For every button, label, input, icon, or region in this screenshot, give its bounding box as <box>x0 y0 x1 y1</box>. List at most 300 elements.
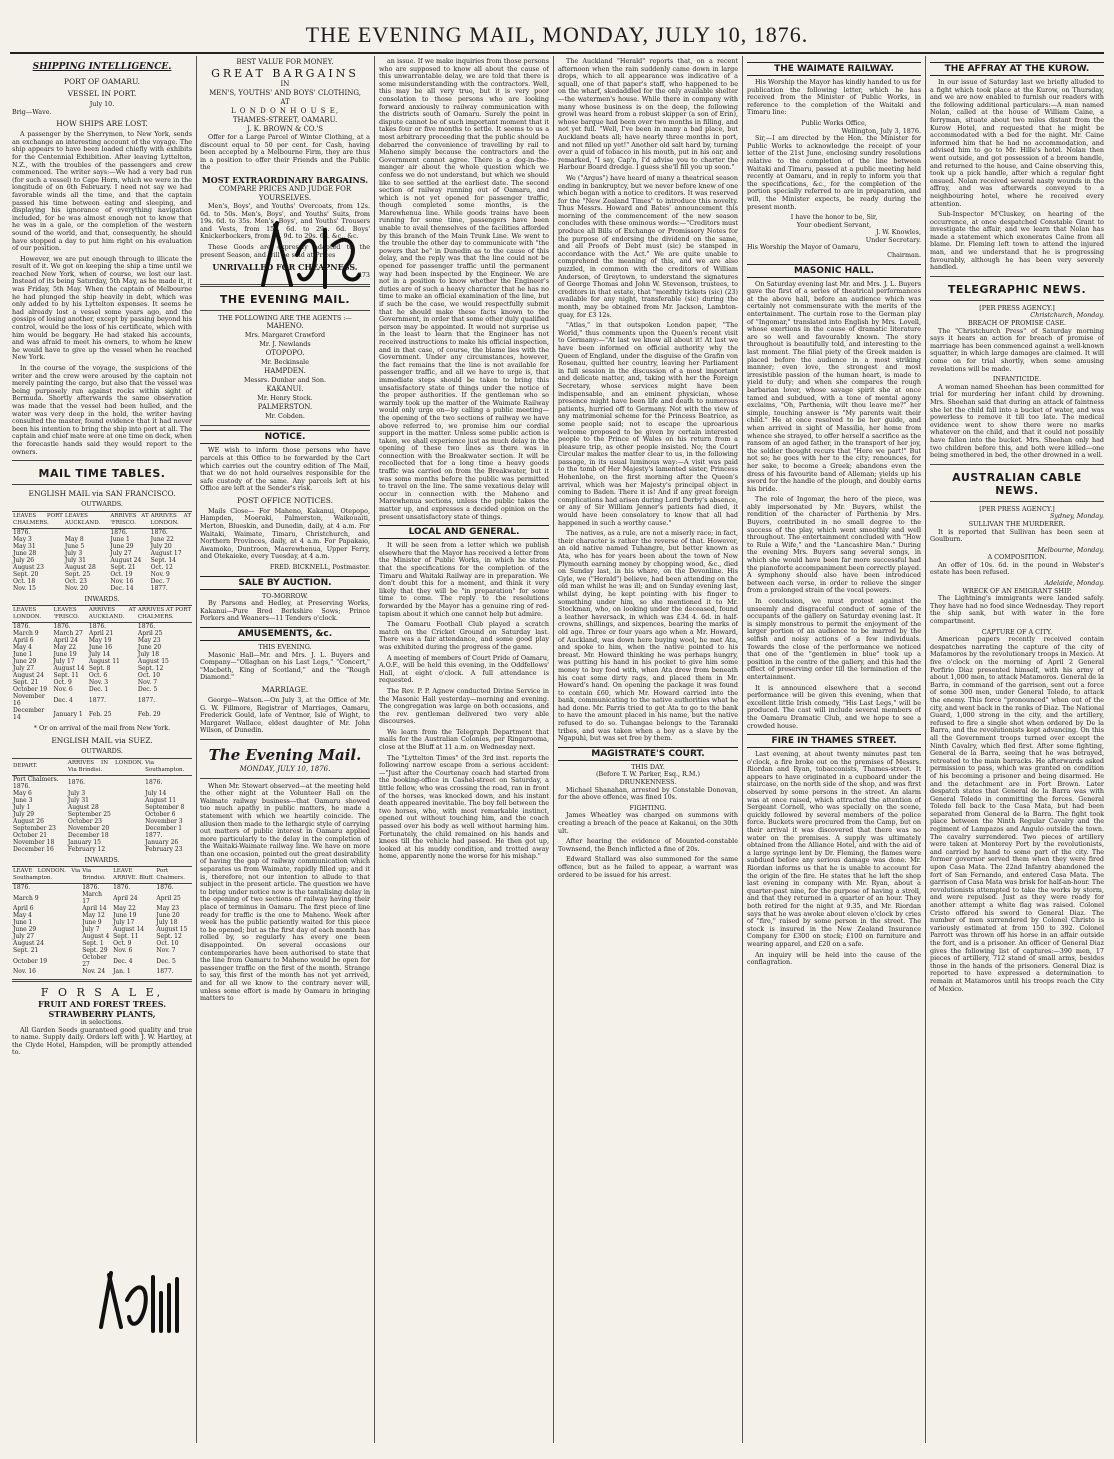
table-cell: March 9 <box>13 630 39 638</box>
table-row <box>12 919 192 926</box>
table-cell: June 5 <box>64 542 85 550</box>
dateline: Christchurch, Monday. <box>1030 311 1104 320</box>
table-cell: Sept. 29 <box>82 947 108 955</box>
agent-line: Mr. Henry Stock. <box>257 394 313 403</box>
dateline: Adelaide, Monday. <box>1044 579 1104 588</box>
court-day: THIS DAY. <box>631 762 665 771</box>
table-cell: Sept. 11 <box>53 672 79 680</box>
table-row <box>12 693 192 707</box>
table-body <box>12 528 192 592</box>
table-cell: 1876. <box>88 623 107 631</box>
table-cell: April 25 <box>137 630 163 638</box>
table-row <box>12 811 192 818</box>
letter-line: Under Secretary. <box>865 235 921 244</box>
table-row <box>12 672 192 679</box>
news-paragraph: The role of Ingomar, the hero of the piece, was ably impersonated by Mr. Buyers, whilst the rendition of the character of Parthenia by Mrs. Buyers, contributed in no small degree to the success of the play, which went smoothly and well throughout. The entertainment concluded with "How to Rule a Wife," and the "Lancashire Man." During the evening Mrs. Buyers sang several songs, in which she would have been far more successful had the pianoforte accompaniment been correctly played. A symphony should also have been introduced between each verse, in order to relieve the singer from a prolonged strain of the vocal powers. <box>747 495 921 595</box>
table-cell: Dec. 4 <box>53 696 73 704</box>
table-cell: September 23 <box>13 824 56 832</box>
table-cell: July 14 <box>145 789 167 797</box>
table-cell: April 24 <box>53 637 78 645</box>
table-cell: October 21 <box>13 831 48 839</box>
agents-intro: THE FOLLOWING ARE THE AGENTS :— <box>218 313 352 322</box>
sf-inwards-label: INWARDS. <box>84 594 120 603</box>
table-cell: Sept. 12 <box>156 933 182 941</box>
dateline: Melbourne, Monday. <box>1037 545 1104 554</box>
table-cell: July 26 <box>13 556 35 564</box>
selections-line: in selections. <box>80 1018 124 1027</box>
agent-line: Mr. J. Newlands <box>259 340 311 349</box>
column-divider <box>553 56 554 1443</box>
table-row <box>12 804 192 811</box>
table-cell: May 23 <box>137 637 161 645</box>
post-office-heading: POST OFFICE NOTICES. <box>237 495 333 505</box>
sf-outwards-label: OUTWARDS. <box>81 500 123 509</box>
story-heading: WRECK OF AN EMIGRANT SHIP. <box>962 586 1072 595</box>
vessel-date: July 10. <box>89 100 115 108</box>
table-cell: November 16 <box>13 693 45 708</box>
table-cell: Dec. 5 <box>137 686 158 694</box>
table-body <box>12 775 192 853</box>
table-cell: Nov. 7 <box>156 947 176 955</box>
agent-line: OTOPOPO. <box>265 349 305 358</box>
table-cell: 1876. <box>13 528 31 536</box>
table-cell: August 15 <box>156 926 188 934</box>
table-cell: July 3 <box>64 549 83 557</box>
table-note: * Or on arrival of the mail from New York. <box>33 724 171 733</box>
news-paragraph: It will be seen from a letter which we publish elsewhere that the Mayor has received a letter from the Minister of Public Works, in which he states that the specifications for the completion of the Timaru and Waitaki Railway are in preparation. We don't doubt this for a moment, and think it very likely that they will be "in preparation" for some time to come. The reply to the resolutions forwarded by the Mayor has a genuine ring of red-tapism about it which one cannot help but admire. <box>379 541 549 618</box>
table-cell: Oct. 10 <box>156 940 179 948</box>
table-cell: 1877. <box>150 584 168 592</box>
table-header: DEPART. <box>12 758 67 775</box>
table-cell: November 3 <box>145 817 183 825</box>
table-cell: June 29 <box>13 926 37 934</box>
table-cell: Dec. 5 <box>156 957 176 965</box>
notice-heading: NOTICE. <box>200 430 370 444</box>
table-row <box>12 637 192 644</box>
table-cell: March 9 <box>13 894 39 902</box>
table-cell: July 27 <box>110 549 132 557</box>
news-paragraph: "Atlas," in that outspoken London paper, "The World," thus comments upon the Queen's recent visit to Germany:—"At last we know all about it! At last we have been informed on official authority why the Queen of England, under the disguise of the Grafin von Rosenau, quitted her country, leaving her Parliament in full session in the discussion of a most important and delicate matter, and, taking with her the Foreign Secretary, whose services might have been indispensable, and an eminent physician, whose presence might have been life and death to numerous patients, hurried off to Germany. Not with the view of any matrimonial scheme for the Princess Beatrice, as some people said; not to escape the uproarious welcome proposed to be given by certain interested people to the Prince of Wales on his return from a pleasure trip, as other people insisted. No; the Court Circular makes the matter clear to us, in the following passage, in its usual luminous way:—A visit was paid to the tomb of Her Majesty's lamented sister, Princess Hohenlohe, on the first morning after the Queen's arrival, which was her Majesty's principal object in coming to Baden. There it is! And if any great foreign complications had arisen during Lord Derby's absence, or any of Sir William Jenner's patients had died, it would have been consolatory to know that all had happened in such a worthy cause." <box>558 321 738 527</box>
evening-mail-heading: THE EVENING MAIL. <box>219 292 351 306</box>
marriage-heading: MARRIAGE. <box>261 684 309 694</box>
table-row <box>12 536 192 543</box>
table-cell: July 14 <box>88 651 111 659</box>
table-cell: Oct. 18 <box>13 577 36 585</box>
table-cell: Sept. 21 <box>110 563 136 571</box>
news-paragraph: An inquiry will be held into the cause of the conflagration. <box>747 950 921 967</box>
suez-inwards-table <box>12 866 192 975</box>
masthead-rule <box>10 52 1104 54</box>
table-cell: Oct. 12 <box>150 563 173 571</box>
story-heading: BREACH OF PROMISE CASE. <box>967 319 1067 328</box>
mail-time-tables-heading: MAIL TIME TABLES. <box>38 467 166 481</box>
agent-line: Mr. Beckinsale <box>261 358 309 367</box>
vessel-heading: VESSEL IN PORT. <box>67 89 137 98</box>
table-cell: 1876. <box>67 779 86 786</box>
table-header: ARRIVES AT AUCKLAND. <box>88 606 137 623</box>
table-row <box>12 578 192 585</box>
table-cell: Nov. 16 <box>110 577 134 585</box>
table-cell: May 22 <box>53 644 77 652</box>
table-cell: 1876. <box>53 623 71 631</box>
column-1 <box>12 58 192 1441</box>
table-cell: 1877. <box>145 831 163 839</box>
story-heading: SULLIVAN THE MURDERER. <box>968 519 1066 528</box>
table-cell: February 23 <box>145 845 183 853</box>
table-cell: June 1 <box>110 535 130 543</box>
table-cell: 1876. <box>156 884 174 892</box>
table-header: Port Chalmers. <box>155 867 192 884</box>
agent-line: Mr. Cobden. <box>265 412 305 421</box>
news-paragraph: The Lightning's immigrants were landed safely. They have had no food since Wednesday. They report the ship sank, but with water in the fore compartment. <box>930 594 1104 626</box>
table-cell: Sept. 1 <box>82 940 104 948</box>
letter-line: J. W. Knowles, <box>876 228 921 237</box>
table-cell: Nov. 9 <box>150 570 170 578</box>
table-cell: July 27 <box>13 933 35 941</box>
table-cell: June 3 <box>13 796 33 804</box>
table-row <box>12 926 192 933</box>
table-cell: July 17 <box>113 919 135 927</box>
table-cell: Oct. 23 <box>64 577 87 585</box>
table-cell: April 14 <box>82 905 107 913</box>
table-row <box>12 905 192 912</box>
table-cell: 1877. <box>137 696 156 704</box>
amusements-subheading: THIS EVENING. <box>258 643 312 651</box>
table-cell: August 28 <box>64 563 96 571</box>
editorial-masthead: The Evening Mail. <box>208 745 362 764</box>
table-cell: March 27 <box>53 630 83 638</box>
table-cell: August 4 <box>82 933 110 941</box>
table-cell: May 4 <box>13 912 32 920</box>
table-cell: June 29 <box>110 542 134 550</box>
table-row <box>12 557 192 564</box>
table-cell: 1876. <box>110 528 128 536</box>
table-cell: Oct. 6 <box>88 672 108 680</box>
court-case-heading: DRUNKENNESS. <box>619 778 677 787</box>
table-cell: July 7 <box>82 926 100 934</box>
news-paragraph: We ("Argus") have heard of many a theatrical season ending in bankruptcy, but we never before knew of one which began with a notice to creditors. It was reserved for the "New Zealand Times" to introduce this novelty. Thus Messrs. Howard and Bates' announcement this morning of the commencement of the new season concludes with these ominous words:—"Creditors must produce all Bills of Exchange or Promissory Notes for the purpose of endorsing the dividend on the same, and all Proofs of Debt must (sic) be stamped in accordance with the Act." We are quite unable to comprehend the meaning of this, and we are also puzzled, in common with the creditors of William Anderson, of Greytown, to understand the signatures of George Thomas and John W. Stevenson, trustees, to creditors in that estate, that "monthly tickets (sic) (23) available for any night, transferable (sic) during the month, may be obtained from Mr. Jackson, Lambton-quay, for £3 12s. <box>558 173 738 319</box>
table-cell: July 31 <box>64 556 86 564</box>
table-row <box>12 707 192 721</box>
table-cell: June 1 <box>13 651 33 659</box>
table-header: ARRIVES AT LONDON. <box>150 511 192 528</box>
table-cell: August 23 <box>13 563 44 571</box>
table-header: LEAVES AUCKLAND. <box>64 511 110 528</box>
table-row <box>12 528 192 536</box>
column-3 <box>379 58 549 1441</box>
table-cell: June 20 <box>156 912 180 920</box>
for-sale-heading: F O R S A L E, <box>40 986 164 1000</box>
local-general-heading: LOCAL AND GENERAL. <box>379 525 549 539</box>
court-paragraph: Michael Shanahan, arrested by Constable Donovan, for the above offence, was fined 10s. <box>558 785 738 802</box>
postmaster-signature: FRED. BICKNELL, Postmaster. <box>269 563 370 572</box>
table-cell: Sept. 20 <box>13 570 39 578</box>
suez-outwards-label: OUTWARDS. <box>81 746 123 755</box>
table-cell: Nov. 6 <box>53 686 73 694</box>
story-heading: A COMPOSITION. <box>987 553 1047 562</box>
auction-paragraph: By Parsons and Hedley, at Preserving Works, Kakanui—Pure Bred Berkshire Sows; Prince Porkers and Weaners—11 Tenders o'clock. <box>200 599 370 623</box>
news-paragraph: On Saturday evening last Mr. and Mrs. J. L. Buyers gave the first of a series of theatrical performances at the above hall, before an audience which was certainly not commensurate with the merits of the entertainment. The curtain rose to the German play of "Ingomar," translated into English by Mrs. Lovell, whose exertions in the cause of dramatic literature are so well and favourably known. The story throughout is beautifully told, and interesting to the last moment. The filial piety of the Greek maiden is placed before the audience in a most striking manner; even love, the strongest and most irresistible passion of the human heart, is made to yield to duty; and when she compares the rough barbarian lover, whose savage spirit she at once tamed and subdued, with a tone of mental agony exclaims, "Oh, Parthenia, wilt thou leave me?" her simple, touching answer is "My parents wait their child." He at once resolved to be her guide, and when arrived in sight of Massilia, her home from whence she strayed, to offer herself a sacrifice as the ransom of an aged father, in the transport of her joy, the soldier thought recurs that "Here we part!" But not so; he goes with her to the city; renounces, for her sake, to become a Greek; abandons even the dress of his favourite band of Alleman; yields up his sword for the handle of the plough, and doubly earns his bride. <box>747 279 921 493</box>
agent-line: KAKANUI. <box>266 385 304 394</box>
table-cell: Dec. 14 <box>110 584 134 592</box>
news-paragraph: American papers recently received contain despatches narrating the capture of the city of Matamoros by the revolutionary troops in Mexico. At five o'clock on the morning of April 2 General Porfirio Diaz presented himself, with his army of about 1,000 men, to attack Matamoros. General de la Barra, in command of the garrison, sent out a force of some 300 men, under General Toledo, to attack the enemy. This force "pronounced" when out of the city, and went back in the ranks of Diaz. The National Guard, 1,000 strong in the city, and the artillery, refused to fire a single shot when ordered by De la Barra, and the revolutionists kept advancing. On this all the Government troops turned over except the Ninth Cavalry, which fled first. After some fighting, General de la Barra, seeing that he was betrayed, retreated to the main barracks. He afterwards asked permission to pass, which was granted on condition of his becoming a prisoner and being disarmed. He and the detachment are in Fort Brown. Later despatch states that General de la Barra was with General Toledo in committing the forces. General Toledo fell back to the Casa Mata, but had been separated from General de la Barra. The fight took place between the Ninth Regular Cavalry and the regiment of Lampazos and Angulo outside the town. The cavalry surrendered. Two pieces of artillery were taken at Monterey Port by the revolutionists, and carried by hand to some part of the city. The former governor served them when they were fired upon Casa Mata. The 22nd Infantry abandoned the fort of San Fernando, and entered Casa Mata. The garrison of Casa Mata was brisk for half-an-hour. The revolutionists attempted to take the works by storm, and were repulsed. Just as they were ready for another attempt a white flag was raised. Colonel Cristo offered his sword to General Diaz. The number of men surrendered by Colonel Christo is variously estimated at from 150 to 392. Colonel Parrott was thrown off his horse in an affair outside the fort, and is a prisoner. An officer of General Diaz gives the following list of captures:—390 men, 17 pieces of artillery, 712 stand of small arms, besides those in the hands of the prisoners. General Diaz is reported to have expressed a determination to remain at Matamoros until his troops reach the City of Mexico. <box>930 635 1104 993</box>
table-row <box>12 790 192 797</box>
table-cell: July 3 <box>67 789 86 797</box>
table-cell: August 14 <box>53 665 85 673</box>
table-cell: April 25 <box>156 894 181 902</box>
news-paragraph: The natives, as a rule, are not a miserly race; in fact, their character is rather the reverse of that. However, an old native named Tuhangre, but better known as Ata, who has for years been about the town of New Plymouth earning money by chopping wood, &c., died on Sunday last, in his whare, on the Devonline. His Gyle, we ("Herald") believe, had been attending on the old man whilst he was ill; and on Sunday evening last, whilst dying, he kept pointing with his finger to something under him, so she mentioned it to Mr. Stockman, who, on looking under the deceased, found a leather haversack, in which was £34 4. 6d. in half-crowns, shillings, and sixpences, bearing the marks of old age. Three or four years ago when a Mr. Howard, of Auckland, was down here buying wool, he met Ata, and spoke to him, when the native pointed to his breast. Mr. Howard thinking he was perhaps hungry, was putting his hand in his pocket to give him some money to buy food with, when Ata drew from beneath his coat some dirty rags, and placed them in Mr. Howard's hand. On opening the package it was found to contain £60, which Mr. Howard carried into the bank, communicating to the native authorities what he had done. Mr. Parris tried to get Ata to go to the bank to have the amount placed in his name, but the native refused to do so. Tuhangae belongs to the Taranaki tribes, and was taken when a boy as a slave by the Ngapuhi, but was set free by them. <box>558 529 738 743</box>
table-cell: June 20 <box>137 644 162 652</box>
table-cell: April 6 <box>13 905 34 913</box>
table-cell: March 17 <box>82 891 103 906</box>
press-agency-label: [PER PRESS AGENCY.] <box>979 504 1055 513</box>
table-cell: April 24 <box>113 894 138 902</box>
editorial-paragraph: an issue. If we make inquiries from those persons who are supposed to know all about the cause of this unwarrantable delay, we are told that there is some misunderstanding with the contractors. Well, this may be all very true, but it is very poor consolation to those persons who are looking forward anxiously to railway communication with the districts south of Oamaru. Surely the point in dispute cannot be of such important moment that it takes four or five months to settle. It seems to us a most arbitrary proceeding that the public should be debarred the convenience of travelling by rail to Maheno simply because the contractors and the Government cannot agree. There is a dog-in-the-manger air about the whole question which we confess we do not understand, but which we should like to see settled at the earliest date. The second section of railway running out of Oamaru, and which is not yet opened for passenger traffic, though completed some months, is the Marewhenua line. While goods trains have been running for some time, passengers have been unable to avail themselves of the facilities afforded by this branch of the Main Trunk Line. We went to the trouble the other day to communicate with "the powers that be" in Dunedin as to the cause of this delay, and the reply was that the line could not be opened for passenger traffic until the permanent way had been inspected by the Engineer. We are not in a position to know whether the Engineer's duties are of such a heavy character that he has no time to make an official examination of the line, but if such be the case, we would respectfully submit that he should make these facts known to the Government, in order that some other duly qualified person may be appointed. It would not surprise us in the least to learn that the Engineer has not received instructions to make his official inspection, and in that case, of course, the blame lies with the Government. Under any circumstances, however, the fact remains that the line is not available for passenger traffic, and all we have to urge is, that immediate steps should be taken to bring this unsatisfactory state of things under the notice of the proper authorities. If the gentleman who so warmly took up the matter of the Waimate Railway would only urge on—by calling a public meeting—the opening of the two sections of railway we have above referred to, we promise him our cordial support in the matter. Unless some public action is taken, we shall experience just as much delay in the opening of these two lines as there was in connection with the Breakwater section. It will be recollected that for a long time a heavy goods traffic was carried on from the Breakwater, but it was some months before the public was permitted to travel on the line. The same vexatious delay will occur in connection with the Maheno and Marewhenua sections, unless the public takes the matter up, and expresses a decided opinion on the present unsatisfactory state of things. <box>379 58 549 521</box>
table-cell <box>64 528 110 536</box>
table-cell: December 14 <box>13 707 45 722</box>
editorial-paragraph: When Mr. Stewart observed—at the meeting held the other night at the Volunteer Hall on the Waimate railway business—that Oamaru showed too much apathy in public matters, he made a statement with which we heartily coincide. The allusion then made to the lethargic style of carrying out matters of public interest in Oamaru applied more particularly to the delay in the completion of the Waitaki-Waimate railway line. We have on more than one occasion, pointed out the great desirability of having the gap of railway communication which separates us from Waimate, rapidly filled up; and it is, therefore, not our intention to allude to that subject in the present article. The question we have to bring under notice now is the tantalising delay in the opening of two sections of railway having their place of terminus in Oamaru. The first piece of line ready for traffic is the one to Maheno. Week after week has the public patiently waited for this piece to be opened; but as the first day of each month has rolled by, so regularly has every one been disappointed. On several occasions our contemporaries have been authorised to state that the line from Oamaru to Maheno would be open for passenger traffic on the first of the month. Strange to say, this first of the month has not yet arrived, and for all we know to the contrary never will, unless some effort is made by Oamaru in bringing matters to <box>200 781 370 1003</box>
news-paragraph: The "Lyttelton Times" of the 3rd inst. reports the following narrow escape from a serious accident:—"Just after the Courtenay coach had started from the booking-office in Cashel-street on Saturday, a little fellow, who was crossing the road, ran in front of the horses, was knocked down, and his instant death appeared inevitable. The boy fell between the two horses, who, with most remarkable instinct, opened out without touching him, and the coach passed over his body as well without harming him. Fortunately, the child remained on his hands and knees till the vehicle had passed. He then got up, looked at his muddy condition, and trotted away home, apparently none the worse for his mishap." <box>379 753 549 861</box>
table-cell: July 31 <box>67 796 89 804</box>
table-cell: August 28 <box>67 803 99 811</box>
table-cell: Sept. 21 <box>13 947 39 955</box>
amusements-heading: AMUSEMENTS, &c. <box>200 627 370 641</box>
table-cell: 1877. <box>156 968 174 976</box>
table-cell: Sept. 12 <box>137 665 164 673</box>
table-cell: September 25 <box>67 810 111 818</box>
table-cell: May 8 <box>64 535 84 543</box>
ad-paragraph: Offer for a Large Parcel of Winter Clothing, at a discount equal to 50 per cent. for Cash, having been accepted by a Melbourne Firm, they are thus in a position to offer their Friends and the Public the <box>200 133 370 172</box>
table-row <box>12 891 192 905</box>
affray-heading: THE AFFRAY AT THE KUROW. <box>930 62 1104 76</box>
table-cell: Feb. 29 <box>137 710 161 718</box>
ad-line: J. K. BROWN & CO.'S <box>246 125 324 133</box>
ad-headline: GREAT BARGAINS <box>211 67 359 80</box>
table-header: ARRIVES AT PORT CHALMERS. <box>137 606 192 623</box>
press-agency-label: [PER PRESS AGENCY.] <box>979 303 1055 312</box>
ad-paragraph: Men's, Boys', and Youths' Overcoats, from 12s. 6d. to 50s. Men's, Boys', and Youths' Suits, from 19s. 6d. to 35s. Men's, Boys', and Youths' Trousers and Vests, from 15s. 6d. to 29s. 6d. Boys' Knickerbockers, from 9s. 9d. to 29s. 6d. &c., &c. <box>200 201 370 241</box>
suez-mail-heading: ENGLISH MAIL via SUEZ. <box>51 735 153 745</box>
page-title: THE EVENING MAIL, MONDAY, JULY 10, 1876. <box>305 22 809 47</box>
table-row <box>12 686 192 693</box>
table-cell: May 12 <box>82 912 105 920</box>
table-cell: 1876. <box>113 884 131 892</box>
handwritten-annotation <box>255 215 365 300</box>
table-header: Via Southampton. <box>144 758 192 775</box>
table-cell: January 15 <box>67 838 101 846</box>
agent-line: HAMPDEN. <box>264 367 306 376</box>
table-cell: Jan. 1 <box>113 968 131 976</box>
table-cell: August 17 <box>150 549 182 557</box>
news-paragraph: A woman named Sheehan has been committed for trial for murdering her infant child by drowning. Mrs. Sheehan said that during an attack of faintness she let the child fall into a bucket of water, and was powerless to remove it till too late. The medical evidence went to show there were no marks whatever on the child, and that it could not possibly have fallen into the bucket. Mrs. Sheehan only had two children before this, and both were killed—one being smothered in bed, the other drowned in a well. <box>930 382 1104 460</box>
column-divider <box>374 56 375 1443</box>
table-cell: 1876. <box>150 528 168 536</box>
table-cell: June 1 <box>13 919 33 927</box>
table-cell: Nov. 24 <box>82 968 106 976</box>
table-cell: January 26 <box>145 838 179 846</box>
table-cell: Sept. 8 <box>88 665 111 673</box>
table-cell: Dec. 7 <box>150 577 170 585</box>
strawberry-heading: STRAWBERRY PLANTS, <box>48 1009 156 1020</box>
column-5 <box>747 58 921 1441</box>
table-row <box>12 623 192 631</box>
news-paragraph: His Worship the Mayor has kindly handed to us for publication the following letter, which he has received from the Minister of Public Works, in reference to the completion of the Waitaki and Timaru line: <box>747 78 921 117</box>
trees-heading: FRUIT AND FOREST TREES. <box>37 999 166 1010</box>
table-cell: July 18 <box>137 651 160 659</box>
table-cell: June 28 <box>13 549 37 557</box>
table-row <box>12 564 192 571</box>
table-cell: May 19 <box>88 637 112 645</box>
letter-paragraph: Sir,—I am directed by the Hon. the Minister for Public Works to acknowledge the receipt of your letter of the 21st June, enclosing sundry resolutions relative to the completion of the line between Waitaki and Timaru, passed at a public meeting held recently at Oamaru, and in reply to inform you that the specifications, &c., for the completion of the portion specially referred to are in preparation, and will, the Minister expects, be ready during the present month. <box>747 134 921 211</box>
sf-outwards-table <box>12 511 192 592</box>
table-body <box>12 623 192 722</box>
ad-line: COMPARE PRICES AND JUDGE FOR YOURSELVES. <box>218 184 352 202</box>
letter-line: Public Works Office, <box>801 118 867 127</box>
news-paragraph: In conclusion, we must protest against the unseemly and disgraceful conduct of some of the occupants of the gallery on Saturday evening last. It is simply monstrous to permit the enjoyment of the larger portion of an audience to be marred by the selfish and noisy actions of a few individuals. Towards the close of the performance we noticed that one of the "gentlemen in blue" took up a position in the centre of the gallery, and this had the effect of preserving order till the termination of the entertainment. <box>747 597 921 681</box>
table-cell: June 9 <box>82 919 102 927</box>
agent-line: PALMERSTON. <box>257 403 313 412</box>
table-row <box>12 679 192 686</box>
table-cell: October 23 <box>67 817 102 825</box>
article-paragraph: A passenger by the Sherrymen, to New York, sends an exchange an interesting account of the voyage. The ship appears to have been loaded chiefly with exhibits for the Centennial Exhibition. After leaving Lyttelton, N.Z., with the troubles of the passengers and crew commenced. The writer says:—We had a very bad run (for such a vessel) to Cape Horn, which we were in the longitude of on 6th February. I need not say we had favorable winds all the time, and that the captain passed his time between eating and sleeping, and displaying his ignorance of everything navigation included, for he was almost enough not to know that he was in a gale, or the completion of the western sound of the world, and that, consequently, he should have stopped a day to put him right on his evaluation of our position. <box>12 130 192 253</box>
table-cell: Nov. 6 <box>113 947 133 955</box>
table-cell: Sept. 11 <box>113 933 139 941</box>
table-row <box>12 933 192 940</box>
ad-line: IN <box>280 80 290 88</box>
table-row <box>12 550 192 557</box>
suez-inwards-label: INWARDS. <box>84 855 120 864</box>
table-cell: July 20 <box>150 542 172 550</box>
fire-heading: FIRE IN THAMES STREET. <box>747 734 921 748</box>
table-cell: July 1 <box>13 803 31 811</box>
news-paragraph: A meeting of members of Court Pride of Oamaru, A.O.F., will be held this evening, in the Oddfellows' Hall, at eight o'clock. A full attendance is requested. <box>379 653 549 685</box>
table-cell: September 8 <box>145 803 185 811</box>
court-paragraph: James Wheatley was charged on summons with creating a breach of the peace at Kakanui, on the 30th ult. <box>558 811 738 835</box>
table-cell: June 19 <box>113 912 137 920</box>
ad-headline: MOST EXTRAORDINARY BARGAINS. <box>201 174 369 185</box>
column-divider <box>742 56 743 1443</box>
shipping-heading: SHIPPING INTELLIGENCE. <box>32 62 172 72</box>
news-paragraph: The Oamaru Football Club played a scratch match on the Cricket Ground on Saturday last. There was a fair attendance, and some good play was exhibited during the progress of the game. <box>379 620 549 651</box>
court-paragraph: Edward Stallard was also summoned for the same offence, but as he failed to appear, a warrant was ordered to be issued for his arrest. <box>558 855 738 879</box>
news-paragraph: It is announced elsewhere that a second performance will be given this evening, when that excellent little Irish comedy, "His Last Legs," will be produced. The cast will include several members of the Oamaru Dramatic Club, and we hope to see a crowded house. <box>747 683 921 730</box>
sf-mail-heading: ENGLISH MAIL via SAN FRANCISCO. <box>28 489 176 499</box>
story-heading: INFANTICIDE. <box>992 375 1042 384</box>
news-paragraph: The "Christchurch Press" of Saturday morning says it hears an action for breach of promise of marriage has been commenced against a well-known squatter, in which large damages are claimed. It will come on for trial shortly, when some amusing revelations will be made. <box>930 326 1104 373</box>
article-paragraph: However, we are put enough through to illicate the result of it. We got on keeping the ship a time until we reached New York, when of course, we lost our last. Instead of its being Saturday, 5th May, as he made it, it was Friday, 5th May. When the captain of Melbourne he had plunged the ship heavily in debt, which was only added to by his Lyttelton expenses. It seems he had already lost a vessel some years ago, and the gossips of losing another, except by passing beyond his control, would be the loss of his certificate, which with him would be beggary. He had staked his accounts, and was afraid to meet his owners, to whom he knew he would have to give up the vessel when he reached New York. <box>12 254 192 362</box>
letter-line: Chairman. <box>887 251 921 260</box>
table-header: LEAVE ARRIVE. Bluff. <box>112 867 155 884</box>
vessel-entry: Brig—Wave. <box>12 107 52 116</box>
column-6 <box>930 58 1104 1441</box>
news-paragraph: Last evening, at about twenty minutes past ten o'clock, a fire broke out on the premises of Messrs. Riordan and Ryan, tobacconists, Thames-street. It appears to have originated in a cupboard under the staircase, on the north side of the shop, and was first observed by some persons in the street. An alarm was at once raised, which attracted the attention of Sergeant Cornell, who was specially on the scene, quickly followed by several members of the police force. Buckets were procured from the Camp, but on their arrival it was discovered that there was no water on the premises. A supply was ultimately obtained from the Alliance Hotel, and with the aid of a large syringe lent by Dr. Fleming, the flames were subdued before any serious damage was done. Mr. Riordan informs us that he is unable to account for the origin of the fire. He states that he left the shop last evening in company with Mr. Ryan, about a quarter-past nine, for the purpose of having a stroll, and that they returned in a quarter of an hour. They both retired for the night at 9.35, and Mr. Riordan says that he was awoke about eleven o'clock by cries of "fire," raised by some person in the street. The stock is insured in the New Zealand Insurance Company for £300 on stock; £100 on furniture and wearing apparel, and £20 on a safe. <box>747 750 921 948</box>
news-paragraph: It is reported that Sullivan has been seen at Goulburn. <box>930 527 1104 544</box>
amusements-paragraph: Masonic Hall—Mr. and Mrs. J. L. Buyers and Company—"Ollaghan on his Last Legs," "Concert," "Macbeth, King of Scotland," and the "Rough Diamond." <box>200 650 370 682</box>
table-cell: Dec. 1 <box>88 686 109 694</box>
letter-line: Your obedient Servant, <box>796 220 872 229</box>
article-paragraph: In the course of the voyage, the suspicions of the writer and the crew were aroused by the captain not merely painting the cargo, but also that the vessel was being purposely run against rocks within sight of Bermuda. Shortly afterwards the same observation was made that the vessel had been hulled, and the water was very deep in the hold, the writer having consulted the master, found evidence that it had never been his intention to bring the ship into port at all. The captain and chief mate were at one time on deck, when the forecastle hands said they would report to the owners. <box>12 364 192 456</box>
table-cell: May 22 <box>113 905 136 913</box>
table-row <box>12 832 192 839</box>
table-cell: Nov. 15 <box>13 584 36 592</box>
table-cell: May 23 <box>156 905 180 913</box>
news-paragraph: An offer of 10s. 6d. in the pound in Webster's estate has been refused. <box>930 560 1104 577</box>
table-row <box>12 825 192 832</box>
table-cell: Port Chalmers. 1876. <box>13 775 59 790</box>
handwritten-annotation <box>95 1265 190 1340</box>
table-header: ARRIVES IN LONDON. Via Brindisi. <box>67 758 144 775</box>
table-header: ARRIVES AT 'FRISCO. <box>109 511 149 528</box>
table-row <box>12 968 192 975</box>
letter-line: I have the honor to be, Sir, <box>790 213 878 222</box>
table-cell: August 26 <box>13 817 44 825</box>
table-cell: July 18 <box>156 919 178 927</box>
table-row <box>12 884 192 892</box>
ad-line: THAMES-STREET, OAMARU. <box>232 116 338 124</box>
telegraphic-news-heading: TELEGRAPHIC NEWS. <box>947 282 1087 296</box>
table-cell: July 17 <box>53 658 75 666</box>
port-heading: PORT OF OAMARU. <box>63 77 141 86</box>
column-divider <box>196 56 197 1443</box>
table-cell: November 18 <box>13 838 55 846</box>
table-cell: August 15 <box>137 658 169 666</box>
table-cell: May 6 <box>13 789 32 797</box>
table-header: LEAVES 'FRISCO. <box>52 606 87 623</box>
ad-number: 273 <box>357 271 370 280</box>
table-cell: 1876. <box>13 884 31 892</box>
table-row <box>12 940 192 947</box>
table-cell: Sept. 25 <box>64 570 91 578</box>
court-paragraph: After hearing the evidence of Mounted-constable Townsend, the Bench inflicted a fine of 20s. <box>558 837 738 853</box>
table-cell: June 19 <box>53 651 77 659</box>
post-office-paragraph: Mails Close— For Maheno, Kakanui, Otepopo, Hampden, Moeraki, Palmerston, Waikouaiti, Merton, Blueskin, and Dunedin, daily, at 4 a.m. For Waitaki, Waimate, Timaru, Christchurch, and Northern Provinces, daily, at 4 a.m. For Papakaio, Awamoko, Duntroon, Maerewhenua, Upper Ferry, and Otekaieke, every Tuesday, at 4 a.m. <box>200 506 370 561</box>
table-cell: Sept. 14 <box>150 556 176 564</box>
table-cell: Nov. 7 <box>137 679 158 687</box>
table-row <box>12 571 192 578</box>
table-cell: August 11 <box>88 658 120 666</box>
table-row <box>12 797 192 804</box>
table-cell: Oct. 19 <box>110 570 133 578</box>
table-cell: 1877. <box>88 696 107 704</box>
table-cell: January 1 <box>53 710 83 718</box>
table-row <box>12 543 192 550</box>
ad-paragraph: All Garden Seeds guaranteed good quality and true to name. Supply daily. Orders left with J. W. Hartley, at the Clyde Hotel, Hampden, will be promptly attended to. <box>12 1025 192 1057</box>
table-row <box>12 846 192 853</box>
table-cell: 1876. <box>137 623 156 631</box>
ad-line: AT <box>280 98 290 106</box>
table-cell: 1876. <box>13 623 31 631</box>
table-cell: November 20 <box>67 824 110 832</box>
table-cell: Sept. 21 <box>13 679 39 687</box>
column-4 <box>558 58 738 1441</box>
agents-list <box>200 322 370 421</box>
editorial-date: MONDAY, JULY 10, 1876. <box>239 764 331 773</box>
agent-line: Messrs. Dunbar and Son. <box>243 376 327 385</box>
agent-line: MAHENO. <box>266 322 304 331</box>
table-cell: June 29 <box>13 658 37 666</box>
table-header: LEAVES PORT CHALMERS. <box>12 511 64 528</box>
table-cell: October 19 <box>13 686 48 694</box>
waimate-railway-heading: THE WAIMATE RAILWAY. <box>747 62 921 76</box>
table-cell: June 22 <box>150 535 174 543</box>
court-magistrate: (Before T. W. Parker, Esq., R.M.) <box>596 770 700 779</box>
court-case-heading: FIGHTING. <box>629 803 667 812</box>
magistrates-court-heading: MAGISTRATE'S COURT. <box>558 747 738 761</box>
table-row <box>12 818 192 825</box>
table-row <box>12 775 192 790</box>
table-cell: Oct. 9 <box>113 940 132 948</box>
table-cell: Nov. 3 <box>88 679 109 687</box>
